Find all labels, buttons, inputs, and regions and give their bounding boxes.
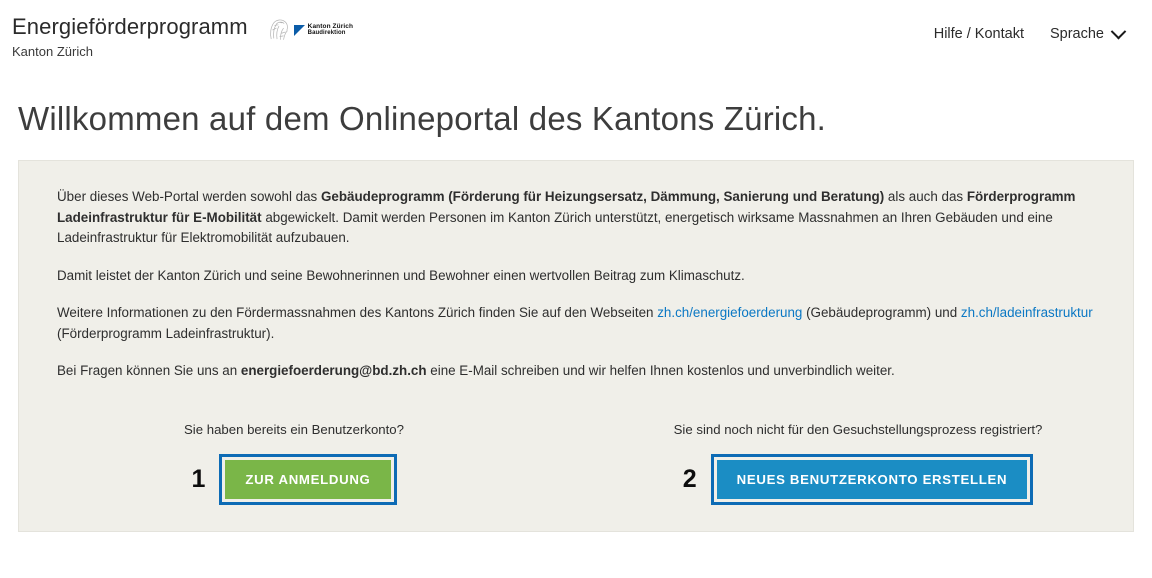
- contact-email: energiefoerderung@bd.zh.ch: [240, 363, 427, 378]
- register-caption: Sie sind noch nicht für den Gesuchstellungsprozess registriert?: [673, 421, 1043, 437]
- step-number-1: 1: [191, 464, 206, 493]
- p4-text-b: eine E-Mail schreiben und wir helfen Ihnen kostenlos und unverbindlich weiter.: [426, 363, 895, 378]
- brand-title: Energieförderprogramm: [12, 14, 248, 39]
- cta-row: [57, 422, 1095, 505]
- cta-login-column: [57, 422, 591, 505]
- logo-line-1: Kanton Zürich: [307, 23, 354, 30]
- page-title: Willkommen auf dem Onlineportal des Kantons Zürich.: [18, 100, 827, 137]
- p3-text-a: Weitere Informationen zu den Fördermassnahmen des Kantons Zürich finden Sie auf den Webseiten: [57, 305, 658, 320]
- link-energiefoerderung[interactable]: zh.ch/energiefoerderung: [657, 305, 803, 320]
- language-selector[interactable]: [1050, 26, 1124, 42]
- logo-line-2: Baudirektion: [307, 30, 346, 36]
- canton-logo: [266, 17, 353, 43]
- brand-text: [12, 14, 248, 60]
- login-caption: Sie haben bereits ein Benutzerkonto?: [184, 421, 404, 437]
- register-button-line: [683, 454, 1034, 505]
- register-button-highlight: [711, 454, 1034, 505]
- header-nav: [934, 26, 1128, 42]
- logo-mark: [294, 23, 353, 37]
- p1-text-c: als auch das: [884, 189, 967, 204]
- triangle-icon: [294, 25, 305, 36]
- login-button-highlight: [219, 454, 396, 505]
- create-account-button[interactable]: NEUES BENUTZERKONTO ERSTELLEN: [717, 460, 1028, 499]
- intro-panel: [18, 160, 1134, 532]
- cta-register-column: [591, 422, 1095, 505]
- logo-words: [308, 23, 353, 37]
- intro-paragraph-2: Damit leistet der Kanton Zürich und seine Bewohnerinnen und Bewohner einen wertvollen Beitrag zum Klimaschutz.: [57, 267, 745, 283]
- help-contact-link[interactable]: Hilfe / Kontakt: [933, 26, 1024, 42]
- chevron-down-icon: [1111, 23, 1127, 39]
- p1-text-a: Über dieses Web-Portal werden sowohl das: [57, 189, 321, 204]
- login-button-line: [192, 454, 397, 505]
- intro-paragraph-4: [57, 361, 1095, 382]
- page-header: [0, 0, 1152, 72]
- brand: [12, 14, 353, 60]
- p1-bold-gebaeudeprogramm: Gebäudeprogramm (Förderung für Heizungsersatz, Dämmung, Sanierung und Beratung): [320, 189, 885, 204]
- p3-text-b: (Gebäudeprogramm) und: [802, 305, 961, 320]
- link-ladeinfrastruktur[interactable]: zh.ch/ladeinfrastruktur: [960, 305, 1093, 320]
- language-label: Sprache: [1049, 26, 1104, 42]
- step-number-2: 2: [682, 464, 697, 493]
- p1-bold-ladeinfrastruktur: Förderprogramm Ladeinfrastruktur für E-Mobilität: [57, 189, 1076, 225]
- login-button[interactable]: ZUR ANMELDUNG: [225, 460, 390, 499]
- p3-text-c: (Förderprogramm Ladeinfrastruktur).: [57, 325, 275, 341]
- p1-text-e: abgewickelt. Damit werden Personen im Kanton Zürich unterstützt, energetisch wirksame Massnahmen an Ihren Gebäuden und eine Ladeinfrastruktur für Elektromobilität aufzubauen.: [57, 209, 1053, 245]
- coat-of-arms-icon: [266, 17, 292, 43]
- intro-paragraph-1: [57, 187, 1095, 249]
- brand-subtitle: Kanton Zürich: [12, 44, 93, 59]
- intro-paragraph-3: [57, 303, 1095, 344]
- p4-text-a: Bei Fragen können Sie uns an: [57, 363, 241, 378]
